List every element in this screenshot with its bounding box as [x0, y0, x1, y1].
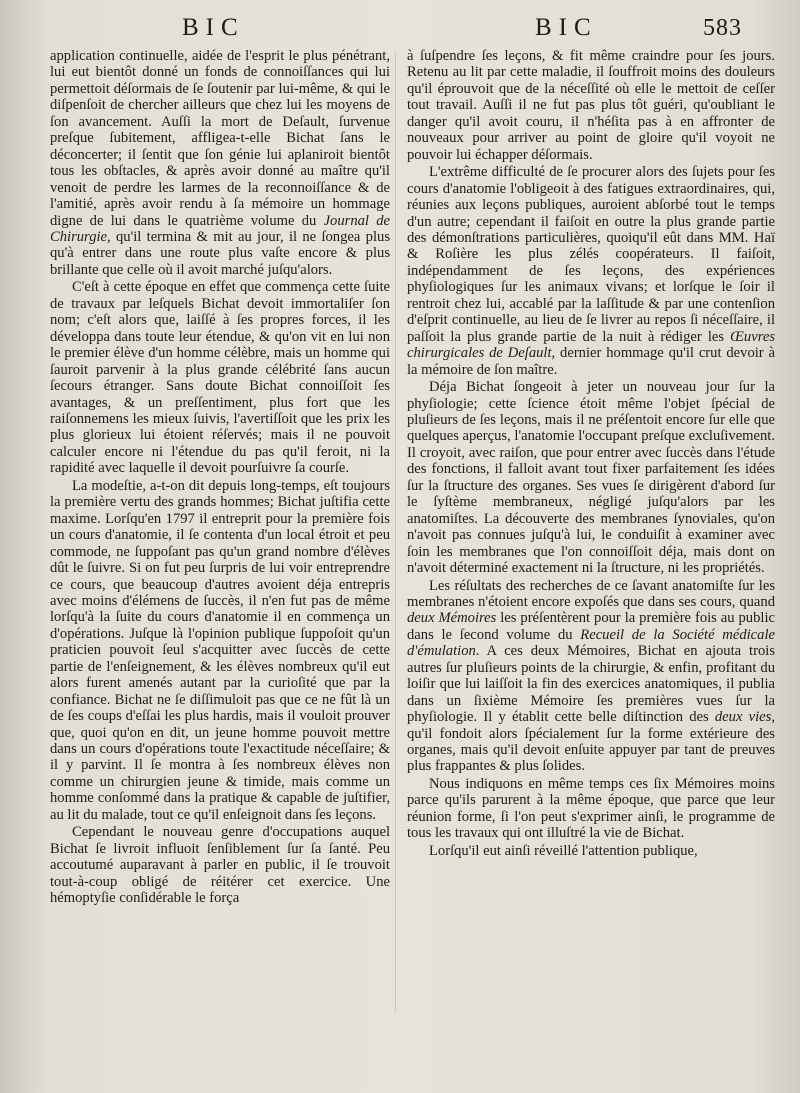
paragraph-text: Les réſultats des recherches de ce ſavant anatomiſte ſur les membranes n'étoient encore expoſés que dans ses cours, quand [407, 577, 775, 610]
italic-title: Œuvres chirurgicales de Deſault [407, 328, 775, 362]
page-number: 583 [703, 15, 742, 41]
paragraph: à ſuſpendre ſes leçons, & fit même craindre pour ſes jours. Retenu au lit par cette maladie, il ſouffroit moins des douleurs qu'il éprouvoit que de la néceſſité où elle le mettoit de ceſſer tout travail. Auſſi il ne fut pas plus tôt guéri, qu'oubliant le danger qu'il avoit couru, il n'héſita pas à en affronter de nouveaux pour arriver au point de gloire qu'il voyoit ne pouvoir lui échapper déſormais. [407, 48, 775, 163]
italic-title: Journal de Chirurgie [50, 212, 390, 245]
paragraph [407, 578, 775, 775]
paragraph: Nous indiquons en même temps ces ſix Mémoires moins parce qu'ils parurent à la même époque, que parce que leur réunion forme, ſi l'on peut s'exprimer ainſi, le programme de tous les travaux qui ont illuſtré la vie de Bichat. [407, 775, 775, 842]
paragraph-text: application continuelle, aidée de l'esprit le plus pénétrant, lui eut bientôt donné un fonds de connoiſſances qui lui permettoit déſormais de ſe ſoutenir par lui-même, & qui le diſpenſoit de chercher ailleurs que chez lui les moyens de ſon avancement. Auſſi la mort de Deſault, ſurvenue preſque ſubitement, affligea-t-elle Bichat ſans le déconcerter; il ſentit que ſon génie lui aplaniroit bientôt tous les obſtacles, & après avoir donné au maître qu'il venoit de perdre les larmes de la reconnoiſſance & de l'amitié, après avoir rendu à ſa mémoire un hommage digne de lui dans le quatrième volume du [50, 48, 390, 229]
italic-title: Recueil de la Société médicale d'émulation [407, 626, 775, 660]
paragraph: La modeſtie, a-t-on dit depuis long-temps, eſt toujours la première vertu des grands hommes; Bichat juſtifia cette maxime. Lorſqu'en 1797 il entreprit pour la première fois un cours d'anatomie, il ſe contenta d'un local étroit et peu commode, ne ſuppoſant pas qu'un grand nombre d'élèves dût le ſuivre. Si on fut peu ſurpris de lui voir entreprendre ce cours, que beaucoup d'autres avoient déja entrepris avec moins d'élémens de ſuccès, il n'en fut pas de même lorſqu'à la ſuite du cours d'anatomie il en commença un d'opérations. Juſque là l'opinion publique ſuppoſoit qu'un praticien pouvoit ſeul s'acquitter avec ſuccès de cette partie de l'enſeignement, & les élèves nombreux qu'il eut alors furent amenés autant par la curioſité que par la confiance. Bichat ne ſe diſſimuloit pas que ce ne fût là un de ſes coups d'eſſai les plus hardis, mais il vouloit prouver que, quoi qu'on en dit, un jeune homme pouvoit mettre dans un cours d'opérations toute l'exactitude néceſſaire; & il y parvint. Il ſe montra à ſes nombreux élèves non comme un chirurgien jeune & timide, mais comme un homme conſommé dans la pratique & capable de juſtifier, au lit du malade, tout ce qu'il enſeignoit dans ſes leçons. [50, 477, 390, 823]
header-left-title: BIC [182, 14, 245, 41]
left-column [50, 48, 390, 907]
paragraph: C'eſt à cette époque en effet que commença cette ſuite de travaux par leſquels Bichat devoit immortaliſer ſon nom; c'eſt alors que, laiſſé à ſes propres forces, il les développa dans toute leur étendue, & qu'on vit en lui non le premier élève d'un homme célèbre, mais un homme qui ſauroit parvenir à la plus grande célébrité ſans aucun ſecours étranger. Sans doute Bichat connoiſſoit ſes avantages, & un preſſentiment, plus fort que les raiſonnemens les mieux ſuivis, l'avertiſſoit que les prix les plus glorieux lui étoient réſervés; mais il ne pouvoit calculer encore ni l'étendue du pas qu'il feroit, ni la rapidité avec laquelle il devoit pourſuivre ſa courſe. [50, 279, 390, 477]
paragraph-text: . A ces deux Mémoires, Bichat en ajouta trois autres ſur pluſieurs points de la chirurgie, & enfin, profitant du loiſir que lui laiſſoit la fin des exercices anatomiques, il publia dans un ſixième Mémoire ſes premières vues ſur la phyſiologie. Il y établit cette belle diſtinction des [407, 643, 775, 726]
paragraph [407, 164, 775, 378]
paragraph-text: , dernier hommage qu'il crut devoir à la mémoire de ſon maître. [407, 345, 775, 378]
paragraph: Déja Bichat ſongeoit à jeter un nouveau jour ſur la phyſiologie; cette ſcience étoit même l'objet ſpécial de pluſieurs de ſes leçons, mais il ne préſentoit encore ſur elle que quelques aperçus, l'anatomie l'occupant preſque excluſivement. Il croyoit, avec raiſon, que pour entrer avec ſuccès dans l'étude des fonctions, il falloit avant tout fixer parfaitement ſes idées ſur la ſtructure des organes. Ses vues ſe dirigèrent d'abord ſur le ſyſtème membraneux, négligé juſqu'alors par les anatomiſtes. La découverte des membranes ſynoviales, qu'on n'avoit pas connues juſqu'à lui, le conduiſit à examiner avec ſoin les membranes que l'on connoiſſoit déja, mais dont on n'avoit déterminé exactement ni la ſtructure, ni les propriétés. [407, 379, 775, 577]
paragraph-text: L'extrême difficulté de ſe procurer alors des ſujets pour ſes cours d'anatomie l'obligeoit à des fatigues extraordinaires, qui, réunies aux leçons publiques, auroient abſorbé tout le temps d'un autre; cependant il faiſoit en outre la plus grande partie des démonſtrations particulières, quoiqu'il eût dans MM. Haï & Roſière les plus zélés coopérateurs. Il faiſoit, indépendamment de ſes leçons, des expériences phyſiologiques ſur les animaux vivans; et lorſque le ſoir il rentroit chez lui, accablé par la laſſitude & par une contenſion d'eſprit continuelle, au lieu de ſe livrer au repos ſi néceſſaire, il paſſoit la plus grande partie de la nuit à rédiger les [407, 164, 775, 345]
italic-title: deux Mémoires [407, 610, 497, 627]
paragraph [50, 48, 390, 278]
paragraph-text: , qu'il fondoit alors ſpécialement ſur la forme extérieure des organes, mais qu'il devoit enſuite appuyer par tant de preuves plus frappantes & plus ſolides. [407, 709, 775, 775]
paragraph-text: les préſentèrent pour la première fois au public dans le ſecond volume du [407, 610, 775, 643]
paragraph-text: , qu'il termina & mit au jour, il ne ſongea plus qu'à entrer dans une route plus vaſte encore & plus brillante que celle où il avoit marché juſqu'alors. [50, 228, 390, 278]
column-gutter [395, 52, 396, 1012]
paragraph: Lorſqu'il eut ainſi réveillé l'attention publique, [429, 842, 698, 859]
right-column [407, 48, 775, 859]
running-head [0, 14, 800, 44]
italic-title: deux vies [714, 709, 772, 726]
paragraph: Cependant le nouveau genre d'occupations auquel Bichat ſe livroit influoit ſenſiblement ſur ſa ſanté. Peu accoutumé auparavant à parler en public, il ſe trouvoit tout-à-coup obligé de réitérer cet exercice. Une hémoptyſie conſidérable le força [50, 824, 390, 907]
header-center-title: BIC [535, 14, 598, 41]
